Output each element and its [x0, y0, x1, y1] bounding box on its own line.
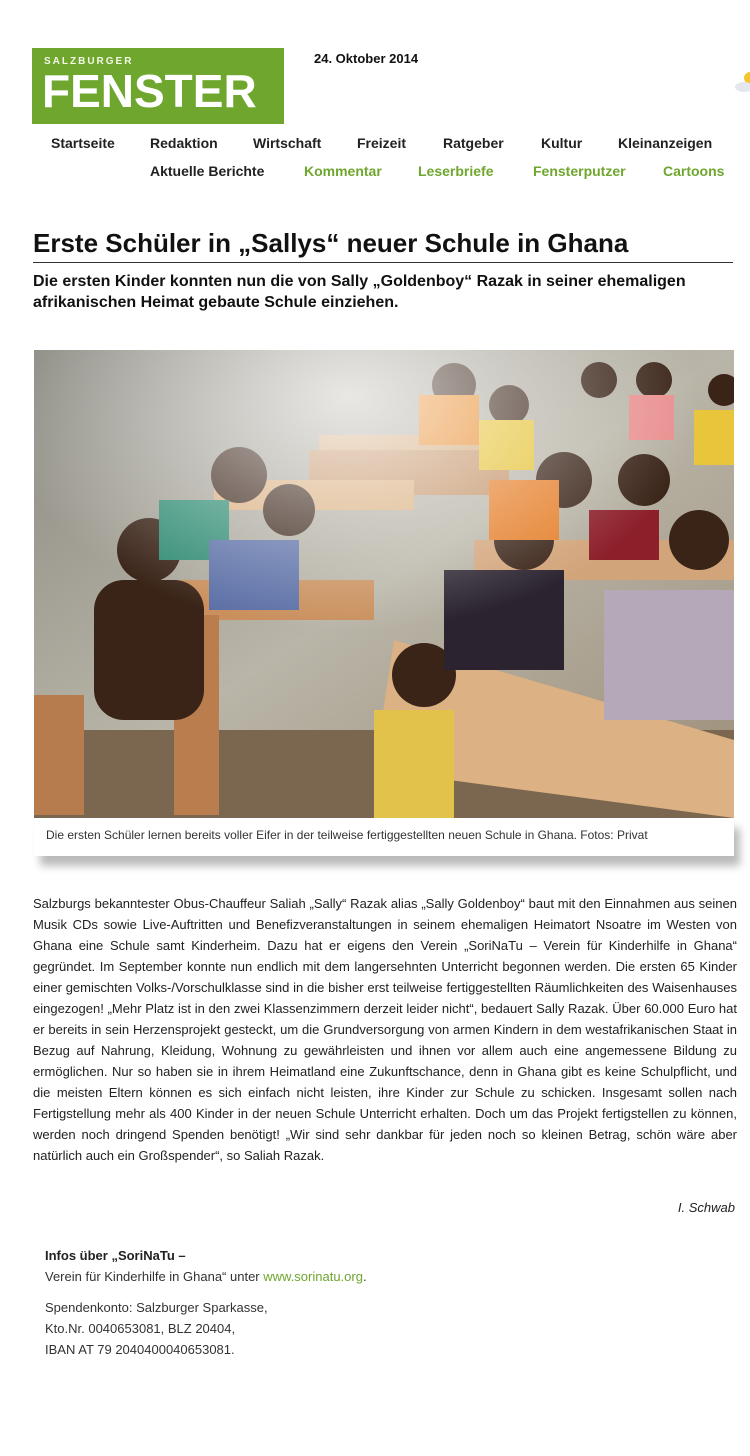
info-box — [45, 1245, 367, 1287]
article-author: I. Schwab — [677, 1200, 735, 1215]
bank-line-1: Spendenkonto: Salzburger Sparkasse, — [45, 1300, 268, 1315]
nav-kommentar[interactable]: Kommentar — [304, 163, 382, 179]
info-end: . — [362, 1269, 367, 1284]
article-lead: Die ersten Kinder konnten nun die von Sally „Goldenboy“ Razak in seiner ehemaligen afrikanischen Heimat gebaute Schule einziehen. — [33, 273, 686, 311]
sorinatu-link[interactable]: www.sorinatu.org — [263, 1269, 363, 1284]
article-photo — [34, 350, 734, 818]
article-title: Erste Schüler in „Sallys“ neuer Schule in Ghana — [33, 228, 733, 263]
info-text: Verein für Kinderhilfe in Ghana“ unter — [45, 1269, 264, 1284]
nav-freizeit[interactable]: Freizeit — [357, 135, 407, 151]
nav-wirtschaft[interactable]: Wirtschaft — [253, 135, 322, 151]
nav-kleinanzeigen[interactable]: Kleinanzeigen — [618, 135, 713, 151]
logo-title: FENSTER — [42, 65, 257, 117]
article-body: Salzburgs bekanntester Obus-Chauffeur Saliah „Sally“ Razak alias „Sally Goldenboy“ baut mit den Einnahmen aus seinen Musik CDs sowie Live-Auftritten und Benefizveranstaltungen in seinem ehemaligen Heimatort Nsoatre im Westen von Ghana eine Schule samt Kinderheim. Dazu hat er eigens den Verein „SoriNaTu – Verein für Kinderhilfe in Ghana“ gegründet. Im September konnte nun endlich mit dem langersehnten Unterricht begonnen werden. Die ersten 65 Kinder einer gemischten Volks-/Vorschulklasse sind in die bisher erst teilweise fertiggestellten Räumlichkeiten des Waisenhauses eingezogen! „Mehr Platz ist in den zwei Klassenzimmern derzeit leider nicht“, bedauert Sally Razak. Über 60.000 Euro hat er bereits in sein Herzensprojekt gesteckt, um die Grundversorgung von armen Kindern in dem westafrikanischen Staat in Bezug auf Nahrung, Kleidung, Wohnung zu gewährleisten und ihnen vor allem auch eine angemessene Bildung zu ermöglichen. Nur so haben sie in ihrem Heimatland eine Zukunftschance, denn in Ghana gibt es keine Schulpflicht, und die meisten Eltern können es sich einfach nicht leisten, ihre Kinder zur Schule zu schicken. Insgesamt sollen nach Fertigstellung mehr als 400 Kinder in der neuen Schule Unterricht erhalten. Doch um das Projekt fertigstellen zu können, werden noch dringend Spenden benötigt! „Wir sind sehr dankbar für jeden noch so kleinen Betrag, schön wäre aber natürlich auch ein Großspender“, so Saliah Razak. — [33, 896, 737, 1163]
nav-fensterputzer[interactable]: Fensterputzer — [533, 163, 626, 179]
bank-details — [45, 1297, 268, 1360]
nav-ratgeber[interactable]: Ratgeber — [443, 135, 504, 151]
nav-aktuelle-berichte[interactable]: Aktuelle Berichte — [150, 163, 265, 179]
nav-leserbriefe[interactable]: Leserbriefe — [418, 163, 494, 179]
issue-date: 24. Oktober 2014 — [314, 51, 419, 66]
nav-cartoons[interactable]: Cartoons — [663, 163, 725, 179]
photo-caption-box — [34, 818, 734, 856]
nav-startseite[interactable]: Startseite — [51, 135, 115, 151]
nav-kultur[interactable]: Kultur — [541, 135, 583, 151]
info-line — [45, 1266, 367, 1287]
site-logo[interactable] — [32, 48, 284, 124]
bank-line-2: Kto.Nr. 0040653081, BLZ 20404, — [45, 1321, 236, 1336]
bank-line-3: IBAN AT 79 2040400040653081. — [45, 1342, 235, 1357]
sun-cloud-icon — [734, 70, 750, 94]
photo-caption: Die ersten Schüler lernen bereits voller Eifer in der teilweise fertiggestellten neuen Schule in Ghana. Fotos: Privat — [46, 828, 648, 842]
nav-redaktion[interactable]: Redaktion — [150, 135, 218, 151]
logo-subtitle: SALZBURGER — [44, 56, 134, 67]
info-heading: Infos über „SoriNaTu – — [45, 1248, 186, 1263]
